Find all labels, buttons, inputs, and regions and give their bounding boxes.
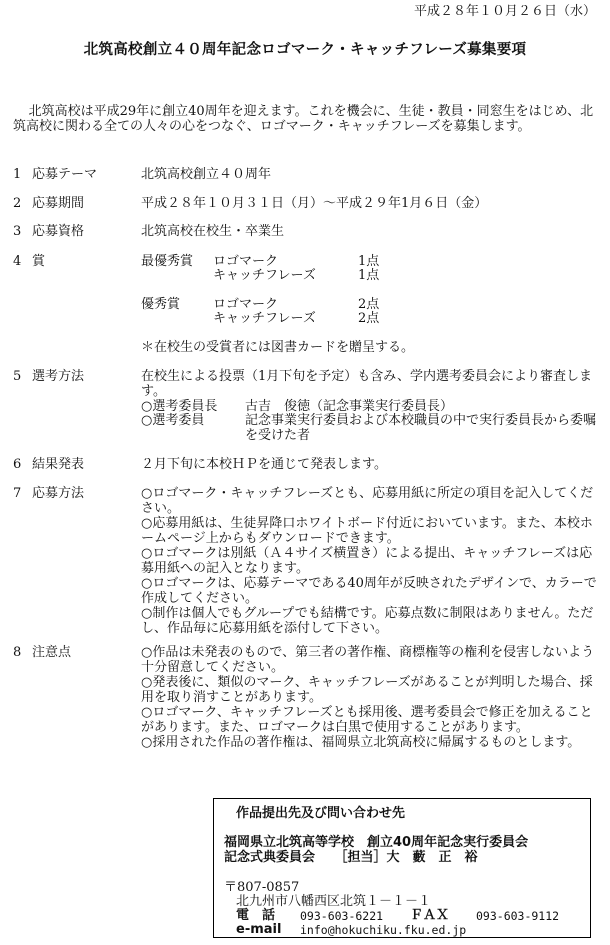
excellence-logo-count: 2点 bbox=[358, 297, 380, 312]
section-value: ２月下旬に本校ＨＰを通じて発表します。 bbox=[141, 457, 387, 472]
list-item: ○ロゴマークは、応募テーマである40周年が反映されたデザインで、カラーで作成してください。 bbox=[141, 576, 597, 606]
members-text: 記念事業実行委員および本校職員の中で実行委員長から委嘱を受けた者 bbox=[245, 413, 597, 443]
section-heading: 応募資格 bbox=[32, 224, 85, 239]
section-heading: 応募テーマ bbox=[32, 167, 98, 182]
excellence-catchphrase-label: キャッチフレーズ bbox=[213, 311, 316, 326]
section-number: 4 bbox=[13, 254, 22, 269]
grand-logo-count: 1点 bbox=[358, 254, 380, 269]
list-item: ○作品は未発表のもので、第三者の著作権、商標権等の権利を侵害しないよう十分留意してください。 bbox=[141, 645, 595, 675]
email-address[interactable]: info@hokuchiku.fku.ed.jp bbox=[300, 923, 467, 937]
members-label: ○選考委員 bbox=[141, 413, 205, 428]
contact-org-line2: 記念式典委員会 ［担当］大 藪 正 裕 bbox=[224, 850, 478, 865]
list-item: ○発表後に、類似のマーク、キャッチフレーズがあることが判明した場合、採用を取り消すことがあります。 bbox=[141, 675, 593, 705]
section-value: 北筑高校在校生・卒業生 bbox=[141, 224, 285, 239]
excellence-logo-label: ロゴマーク bbox=[213, 297, 279, 312]
grand-catchphrase-label: キャッチフレーズ bbox=[213, 268, 316, 283]
list-item: ○ロゴマーク・キャッチフレーズとも、応募用紙に所定の項目を記入してください。 bbox=[141, 486, 594, 516]
fax-number: 093-603-9112 bbox=[476, 909, 560, 923]
section-heading: 注意点 bbox=[32, 645, 72, 660]
section-heading: 賞 bbox=[32, 254, 46, 269]
contact-postal: 〒807-0857 bbox=[224, 880, 300, 895]
excellence-catchphrase-count: 2点 bbox=[358, 311, 380, 326]
contact-box bbox=[213, 798, 591, 938]
application-list bbox=[141, 486, 605, 636]
section-heading: 応募方法 bbox=[32, 486, 85, 501]
excellence-prize-label: 優秀賞 bbox=[141, 297, 181, 312]
section-number: 1 bbox=[13, 167, 22, 182]
prize-note: ＊在校生の受賞者には図書カードを贈呈する。 bbox=[141, 340, 415, 355]
section-number: 8 bbox=[13, 645, 22, 660]
section-heading: 結果発表 bbox=[32, 457, 85, 472]
list-item: ○採用された作品の著作権は、福岡県立北筑高校に帰属するものとします。 bbox=[141, 735, 581, 750]
selection-text: 在校生による投票（1月下旬を予定）も含み、学内選考委員会により審査します。 bbox=[141, 369, 593, 399]
list-item: ○ロゴマーク、キャッチフレーズとも採用後、選考委員会で修正を加えることがあります。また、ロゴマークは白黒で使用することがあります。 bbox=[141, 705, 593, 735]
grand-logo-label: ロゴマーク bbox=[213, 254, 279, 269]
section-number: 7 bbox=[13, 486, 22, 501]
tel-label: 電 話 bbox=[236, 908, 276, 923]
list-item: ○ロゴマークは別紙（Ａ４サイズ横置き）による提出、キャッチフレーズは応募用紙への記入となります。 bbox=[141, 546, 593, 576]
fax-label: ＦＡＸ bbox=[410, 908, 450, 923]
section-heading: 選考方法 bbox=[32, 369, 85, 384]
list-item: ○制作は個人でもグループでも結構です。応募点数に制限はありません。ただし、作品毎に応募用紙を添付して下さい。 bbox=[141, 606, 594, 636]
list-item: ○応募用紙は、生徒昇降口ホワイトボード付近においています。また、本校ホームページ上からもダウンロードできます。 bbox=[141, 516, 593, 546]
issue-date: 平成２８年１０月２６日（水） bbox=[413, 4, 596, 19]
page-title: 北筑高校創立４０周年記念ロゴマーク・キャッチフレーズ募集要項 bbox=[83, 42, 527, 58]
section-heading: 応募期間 bbox=[32, 196, 85, 211]
grand-catchphrase-count: 1点 bbox=[358, 268, 380, 283]
section-value: 平成２８年１０月３１日（月）～平成２９年1月６日（金） bbox=[141, 196, 488, 211]
contact-address: 北九州市八幡西区北筑１－１－１ bbox=[236, 894, 432, 909]
tel-number: 093-603-6221 bbox=[300, 909, 384, 923]
chair-label: ○選考委員長 bbox=[141, 399, 218, 414]
notes-list bbox=[141, 645, 605, 750]
contact-org-line1: 福岡県立北筑高等学校 創立40周年記念実行委員会 bbox=[224, 835, 529, 850]
chair-name: 古吉 俊徳（記念事業実行委員長） bbox=[245, 399, 454, 414]
section-value: 北筑高校創立４０周年 bbox=[141, 167, 272, 182]
section-number: 3 bbox=[13, 224, 22, 239]
grand-prize-label: 最優秀賞 bbox=[141, 254, 194, 269]
section-number: 5 bbox=[13, 369, 22, 384]
contact-heading: 作品提出先及び問い合わせ先 bbox=[236, 806, 406, 821]
section-number: 2 bbox=[13, 196, 22, 211]
email-label: e-mail bbox=[236, 922, 282, 937]
section-number: 6 bbox=[13, 457, 22, 472]
intro-paragraph: 北筑高校は平成29年に創立40周年を迎えます。これを機会に、生徒・教員・同窓生をはじめ、北筑高校に関わる全ての人々の心をつなぐ、ロゴマーク・キャッチフレーズを募集します。 bbox=[13, 104, 594, 134]
